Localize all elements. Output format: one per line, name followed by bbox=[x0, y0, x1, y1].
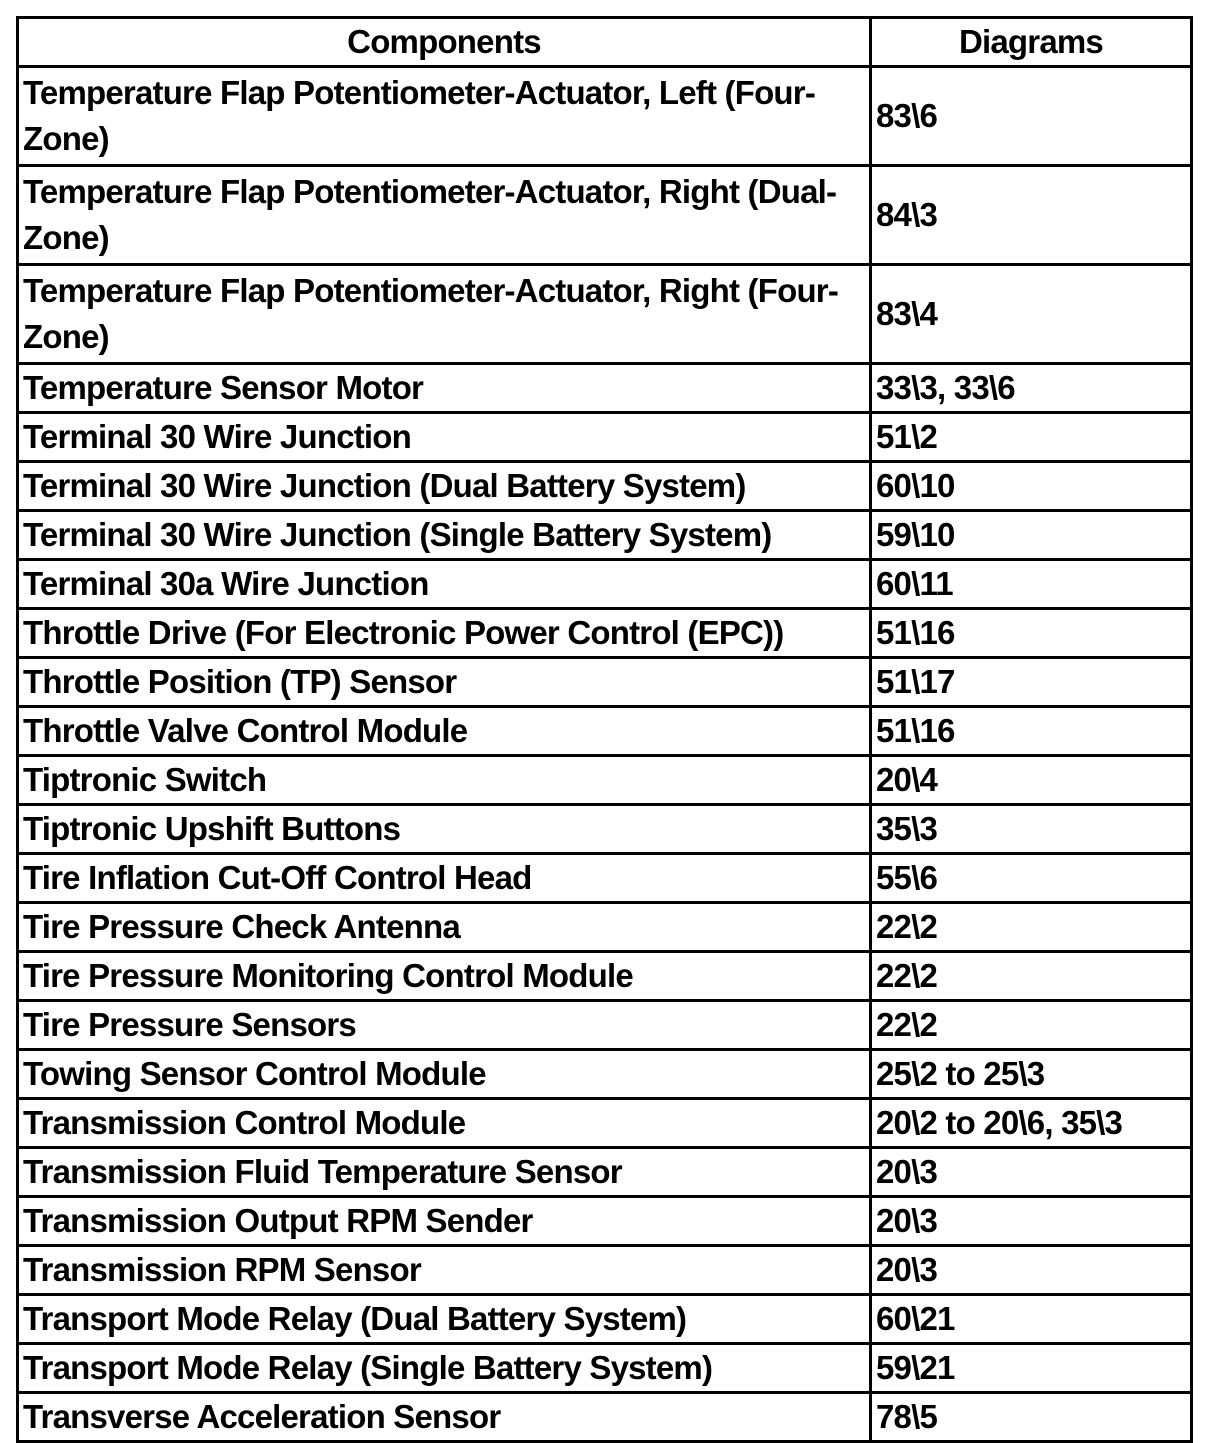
diagram-cell: 22\2 bbox=[871, 903, 1192, 952]
component-cell: Throttle Valve Control Module bbox=[18, 707, 871, 756]
table-row bbox=[18, 1197, 1192, 1246]
component-cell: Tire Pressure Sensors bbox=[18, 1001, 871, 1050]
component-cell: Transport Mode Relay (Single Battery System) bbox=[18, 1344, 871, 1393]
component-cell: Transport Mode Relay (Dual Battery System) bbox=[18, 1295, 871, 1344]
component-cell: Transverse Acceleration Sensor bbox=[18, 1393, 871, 1442]
diagram-cell: 20\3 bbox=[871, 1197, 1192, 1246]
diagram-cell: 60\11 bbox=[871, 560, 1192, 609]
table-row bbox=[18, 413, 1192, 462]
table-row bbox=[18, 265, 1192, 364]
diagram-cell: 60\21 bbox=[871, 1295, 1192, 1344]
diagram-cell: 25\2 to 25\3 bbox=[871, 1050, 1192, 1099]
diagram-cell: 59\10 bbox=[871, 511, 1192, 560]
diagram-cell: 83\6 bbox=[871, 67, 1192, 166]
table-row bbox=[18, 756, 1192, 805]
diagram-cell: 51\17 bbox=[871, 658, 1192, 707]
table-row bbox=[18, 1099, 1192, 1148]
diagram-cell: 33\3, 33\6 bbox=[871, 364, 1192, 413]
table-row bbox=[18, 1246, 1192, 1295]
diagram-cell: 84\3 bbox=[871, 166, 1192, 265]
diagram-cell: 55\6 bbox=[871, 854, 1192, 903]
table-row bbox=[18, 166, 1192, 265]
table-row bbox=[18, 1050, 1192, 1099]
diagram-cell: 51\16 bbox=[871, 707, 1192, 756]
diagram-cell: 20\4 bbox=[871, 756, 1192, 805]
component-cell: Throttle Position (TP) Sensor bbox=[18, 658, 871, 707]
component-cell: Terminal 30 Wire Junction bbox=[18, 413, 871, 462]
component-cell: Terminal 30a Wire Junction bbox=[18, 560, 871, 609]
component-cell: Transmission Output RPM Sender bbox=[18, 1197, 871, 1246]
table-row bbox=[18, 805, 1192, 854]
table-row bbox=[18, 511, 1192, 560]
table-row bbox=[18, 1295, 1192, 1344]
table-row bbox=[18, 609, 1192, 658]
table-row bbox=[18, 854, 1192, 903]
table-row bbox=[18, 364, 1192, 413]
table-row bbox=[18, 903, 1192, 952]
component-cell: Transmission Control Module bbox=[18, 1099, 871, 1148]
table-row bbox=[18, 1393, 1192, 1442]
table-row bbox=[18, 952, 1192, 1001]
diagram-cell: 20\2 to 20\6, 35\3 bbox=[871, 1099, 1192, 1148]
component-cell: Transmission Fluid Temperature Sensor bbox=[18, 1148, 871, 1197]
component-cell: Tire Pressure Monitoring Control Module bbox=[18, 952, 871, 1001]
component-cell: Throttle Drive (For Electronic Power Control (EPC)) bbox=[18, 609, 871, 658]
diagram-cell: 51\2 bbox=[871, 413, 1192, 462]
component-cell: Temperature Flap Potentiometer-Actuator, Right (Four-Zone) bbox=[18, 265, 871, 364]
component-cell: Temperature Flap Potentiometer-Actuator, Left (Four-Zone) bbox=[18, 67, 871, 166]
component-cell: Transmission RPM Sensor bbox=[18, 1246, 871, 1295]
component-cell: Tiptronic Upshift Buttons bbox=[18, 805, 871, 854]
component-cell: Tiptronic Switch bbox=[18, 756, 871, 805]
diagram-cell: 59\21 bbox=[871, 1344, 1192, 1393]
table-row bbox=[18, 560, 1192, 609]
component-cell: Tire Pressure Check Antenna bbox=[18, 903, 871, 952]
component-cell: Tire Inflation Cut-Off Control Head bbox=[18, 854, 871, 903]
component-cell: Terminal 30 Wire Junction (Single Battery System) bbox=[18, 511, 871, 560]
component-cell: Temperature Flap Potentiometer-Actuator, Right (Dual-Zone) bbox=[18, 166, 871, 265]
table-row bbox=[18, 707, 1192, 756]
component-index-table bbox=[16, 16, 1193, 1443]
table-header-row bbox=[18, 18, 1192, 67]
table-row bbox=[18, 67, 1192, 166]
diagram-cell: 60\10 bbox=[871, 462, 1192, 511]
diagram-cell: 22\2 bbox=[871, 952, 1192, 1001]
diagram-cell: 22\2 bbox=[871, 1001, 1192, 1050]
component-cell: Towing Sensor Control Module bbox=[18, 1050, 871, 1099]
table-row bbox=[18, 1344, 1192, 1393]
header-diagrams: Diagrams bbox=[871, 18, 1192, 67]
component-index-table-container bbox=[16, 16, 1190, 1443]
diagram-cell: 20\3 bbox=[871, 1246, 1192, 1295]
diagram-cell: 35\3 bbox=[871, 805, 1192, 854]
diagram-cell: 78\5 bbox=[871, 1393, 1192, 1442]
table-row bbox=[18, 658, 1192, 707]
diagram-cell: 20\3 bbox=[871, 1148, 1192, 1197]
table-row bbox=[18, 1148, 1192, 1197]
diagram-cell: 83\4 bbox=[871, 265, 1192, 364]
component-cell: Terminal 30 Wire Junction (Dual Battery System) bbox=[18, 462, 871, 511]
diagram-cell: 51\16 bbox=[871, 609, 1192, 658]
component-cell: Temperature Sensor Motor bbox=[18, 364, 871, 413]
header-components: Components bbox=[18, 18, 871, 67]
table-row bbox=[18, 462, 1192, 511]
table-row bbox=[18, 1001, 1192, 1050]
